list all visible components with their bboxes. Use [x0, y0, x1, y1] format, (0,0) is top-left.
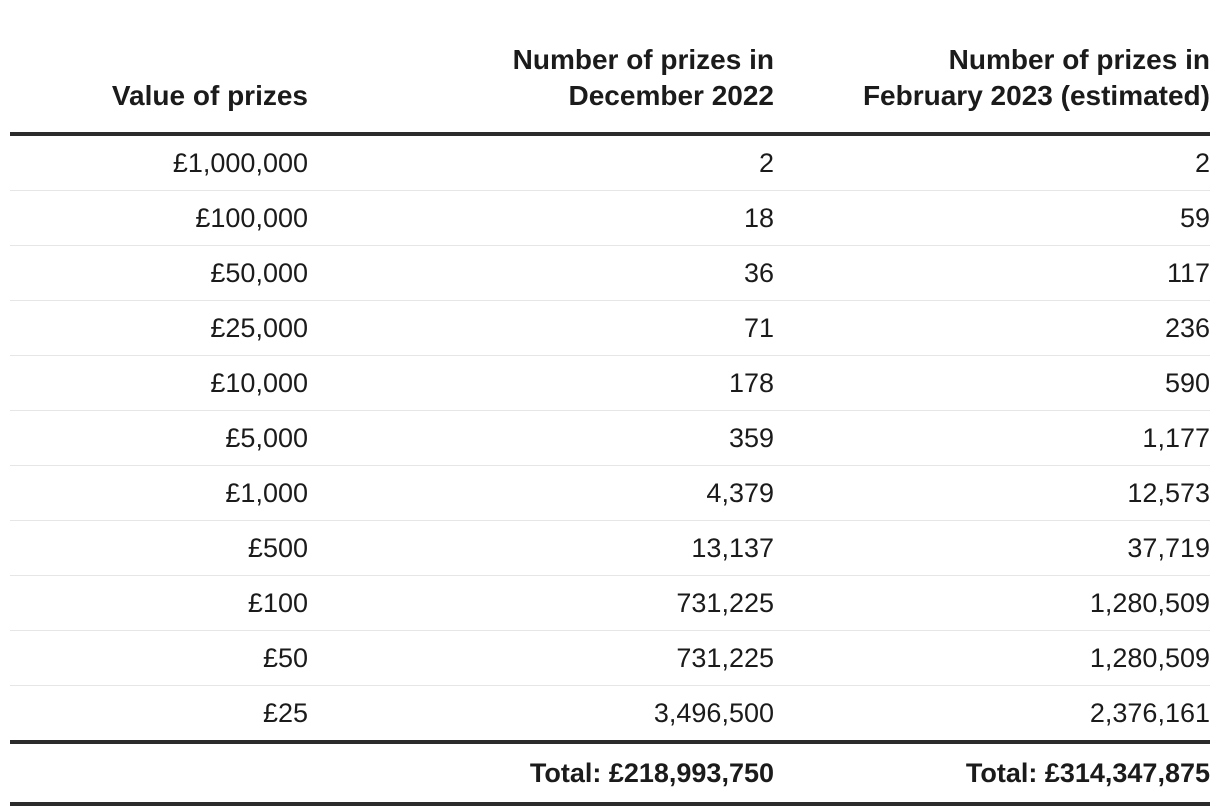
table-row: [10, 191, 1210, 246]
table-row: [10, 466, 1210, 521]
header-dec-line2: December 2022: [568, 80, 774, 111]
cell-prize-value: £100: [10, 576, 308, 631]
cell-prize-value: £1,000: [10, 466, 308, 521]
header-feb-line2: February 2023 (estimated): [862, 80, 1210, 111]
cell-february-2023: 2: [774, 134, 1210, 191]
total-row: [10, 742, 1210, 804]
table-row: [10, 576, 1210, 631]
cell-prize-value: £10,000: [10, 356, 308, 411]
prize-table-container: [10, 0, 1210, 806]
cell-february-2023: 1,177: [774, 411, 1210, 466]
cell-december-2022: 36: [308, 246, 774, 301]
cell-december-2022: 3,496,500: [653, 697, 774, 728]
cell-february-2023: 37,719: [774, 521, 1210, 576]
cell-february-2023: 59: [774, 191, 1210, 246]
table-header: [10, 0, 1210, 134]
header-feb-line1: Number of prizes in: [948, 44, 1210, 75]
cell-prize-value: £1,000,000: [10, 134, 308, 191]
cell-february-2023: 1,280,509: [774, 576, 1210, 631]
cell-december-2022: 71: [308, 301, 774, 356]
table-row: [10, 246, 1210, 301]
cell-december-2022: 13,137: [308, 521, 774, 576]
table-row: [10, 411, 1210, 466]
cell-december-2022: 4,379: [308, 466, 774, 521]
cell-prize-value: £50: [10, 631, 308, 686]
cell-prize-value: £5,000: [10, 411, 308, 466]
header-dec-line1: Number of prizes in: [512, 44, 774, 75]
cell-december-2022: 359: [308, 411, 774, 466]
table-footer: [10, 742, 1210, 804]
cell-february-2023: 590: [774, 356, 1210, 411]
table-body: [10, 134, 1210, 742]
header-value-label: Value of prizes: [111, 80, 308, 111]
header-february-2023: [774, 0, 1210, 134]
header-december-2022: [308, 0, 774, 134]
total-december-2022: Total: £218,993,750: [308, 742, 774, 804]
cell-february-2023: 1,280,509: [774, 631, 1210, 686]
prize-table: [10, 0, 1210, 806]
cell-prize-value: £50,000: [10, 246, 308, 301]
cell-december-2022: 731,225: [308, 576, 774, 631]
cell-february-2023: 12,573: [774, 466, 1210, 521]
cell-prize-value: £25: [262, 697, 308, 728]
cell-prize-value: £25,000: [10, 301, 308, 356]
cell-february-2023: 117: [774, 246, 1210, 301]
cell-february-2023: 236: [774, 301, 1210, 356]
total-february-2023: Total: £314,347,875: [774, 742, 1210, 804]
cell-december-2022: 2: [308, 134, 774, 191]
cell-december-2022: 178: [308, 356, 774, 411]
cell-prize-value: £100,000: [10, 191, 308, 246]
table-row: [10, 686, 1210, 743]
table-row: [10, 356, 1210, 411]
header-row: [10, 0, 1210, 134]
table-row: [10, 521, 1210, 576]
cell-february-2023: 2,376,161: [1089, 697, 1210, 728]
header-value-of-prizes: [10, 0, 308, 134]
cell-december-2022: 731,225: [308, 631, 774, 686]
cell-prize-value: £500: [10, 521, 308, 576]
total-value-cell: [10, 742, 308, 804]
table-row: [10, 631, 1210, 686]
table-row: [10, 301, 1210, 356]
cell-december-2022: 18: [308, 191, 774, 246]
table-row: [10, 134, 1210, 191]
